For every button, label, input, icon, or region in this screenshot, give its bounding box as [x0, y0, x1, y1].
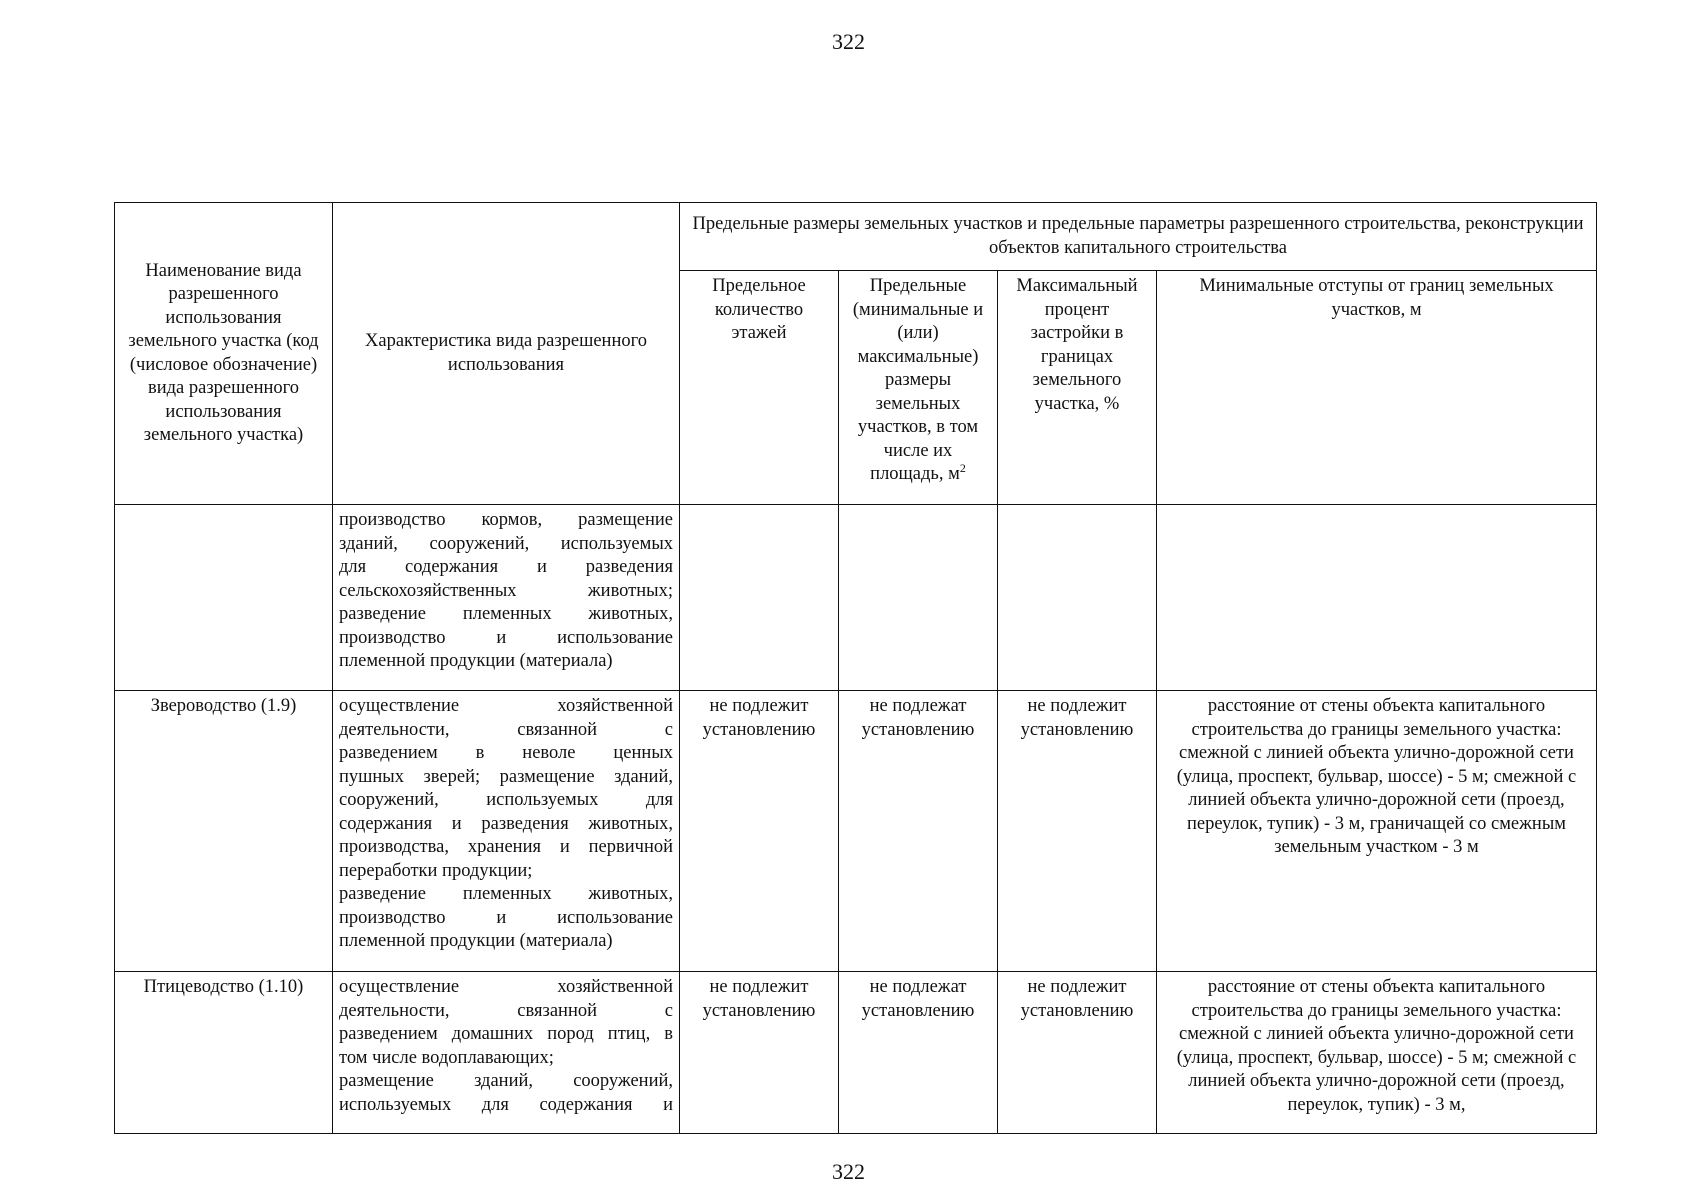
description-line: содержания и разведения животных,	[339, 813, 673, 834]
description-line: сельскохозяйственных животных;	[339, 580, 673, 601]
header-min-setbacks: Минимальные отступы от границ земельных участков, м	[1157, 271, 1597, 505]
page-number-bottom: 322	[832, 1159, 865, 1184]
description-line: переработки продукции;	[339, 860, 533, 881]
table-row	[115, 691, 1597, 972]
row-floors	[680, 505, 839, 691]
description-line: разведением в неволе ценных	[339, 743, 673, 763]
description-line: деятельности, связанной с	[339, 719, 673, 740]
description-line: производство и использование	[339, 627, 673, 648]
description-line: сооружений, используемых для	[339, 790, 673, 810]
row-name	[115, 505, 333, 691]
description-line: используемых для содержания и	[339, 1094, 673, 1115]
header-plot-size	[839, 271, 998, 505]
table-header-row-1	[115, 203, 1597, 271]
row-plot-size: не подлежат установлению	[839, 691, 998, 972]
page-number-top: 322	[832, 29, 865, 54]
description-line: производства, хранения и первичной	[339, 837, 673, 857]
description-line: производство кормов, размещение	[339, 510, 673, 530]
header-plot-size-superscript: 2	[959, 460, 966, 475]
row-floors: не подлежит установлению	[680, 691, 839, 972]
header-plot-size-text: Предельные (минимальные и (или) максимальные) размеры земельных участков, в том числе их площадь, м	[852, 276, 984, 484]
row-floors: не подлежит установлению	[680, 972, 839, 1134]
row-plot-size	[839, 505, 998, 691]
land-use-regulations-table	[114, 202, 1597, 1134]
header-use-type-name: Наименование вида разрешенного использования земельного участка (код (числовое обозначение) вида разрешенного использования земельного участка)	[115, 203, 333, 505]
row-description	[333, 691, 680, 972]
row-description	[333, 972, 680, 1134]
row-setbacks: расстояние от стены объекта капитального строительства до границы земельного участка: смежной с линией объекта улично-дорожной сети (улица, проспект, бульвар, шоссе) - 5 м; смежной с линией объекта улично-дорожной сети (проезд, переулок, тупик) - 3 м, граничащей со смежным земельным участком - 3 м	[1157, 691, 1597, 972]
header-use-characteristic: Характеристика вида разрешенного использования	[333, 203, 680, 505]
description-line: том числе водоплавающих;	[339, 1047, 554, 1068]
description-line: деятельности, связанной с	[339, 1000, 673, 1021]
description-line: разведением домашних пород птиц, в	[339, 1024, 673, 1044]
row-setbacks	[1157, 505, 1597, 691]
row-plot-size: не подлежат установлению	[839, 972, 998, 1134]
description-line: размещение зданий, сооружений,	[339, 1071, 673, 1091]
description-line: племенной продукции (материала)	[339, 931, 613, 951]
description-line: разведение племенных животных,	[339, 604, 673, 624]
row-name: Птицеводство (1.10)	[115, 972, 333, 1134]
description-line: производство и использование	[339, 907, 673, 928]
description-line: зданий, сооружений, используемых	[339, 533, 673, 554]
header-max-floors: Предельное количество этажей	[680, 271, 839, 505]
row-setbacks: расстояние от стены объекта капитального строительства до границы земельного участка: смежной с линией объекта улично-дорожной сети (улица, проспект, бульвар, шоссе) - 5 м; смежной с линией объекта улично-дорожной сети (проезд, переулок, тупик) - 3 м,	[1157, 972, 1597, 1134]
description-line: пушных зверей; размещение зданий,	[339, 766, 673, 787]
description-line: племенной продукции (материала)	[339, 651, 613, 671]
row-description	[333, 505, 680, 691]
table-row	[115, 972, 1597, 1134]
row-coverage: не подлежит установлению	[998, 691, 1157, 972]
description-line: для содержания и разведения	[339, 557, 673, 577]
table-row	[115, 505, 1597, 691]
row-coverage: не подлежит установлению	[998, 972, 1157, 1134]
row-coverage	[998, 505, 1157, 691]
description-line: разведение племенных животных,	[339, 884, 673, 904]
header-limit-parameters-group: Предельные размеры земельных участков и предельные параметры разрешенного строительства, реконструкции объектов капитального строительства	[680, 203, 1597, 271]
row-name: Звероводство (1.9)	[115, 691, 333, 972]
description-line: осуществление хозяйственной	[339, 696, 673, 716]
header-max-coverage: Максимальный процент застройки в границах земельного участка, %	[998, 271, 1157, 505]
description-line: осуществление хозяйственной	[339, 977, 673, 997]
